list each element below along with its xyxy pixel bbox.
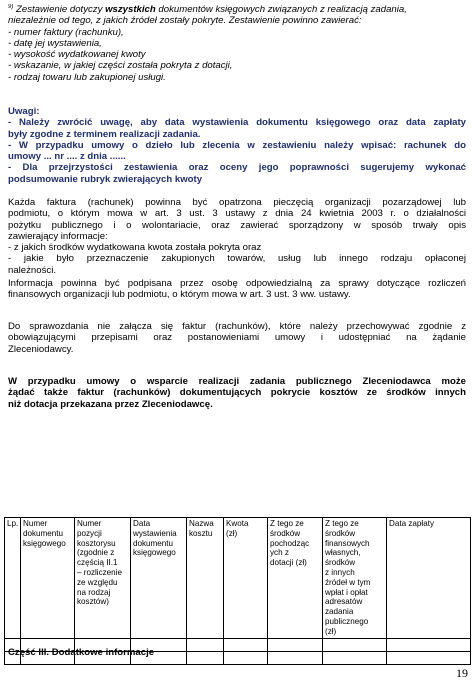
table-header-cell: Data zapłaty <box>387 518 471 639</box>
wsparcie-line: niż dotacja przekazana przez Zleceniodawcę. <box>8 398 213 410</box>
table-cell <box>187 651 224 664</box>
page-number: 19 <box>456 666 468 680</box>
footnote-line: - datę jej wystawienia, <box>8 37 102 49</box>
informacja-line: Informacja powinna być podpisana przez osobę odpowiedzialną za sprawy dotyczące rozliczeń <box>8 278 466 289</box>
sprawozdanie-line: obowiązującymi przepisami oraz postanowieniami umowy i udostępniać na żądanie <box>8 332 466 344</box>
footnote-marker: 9) <box>8 4 14 10</box>
sprawozdanie-paragraph <box>8 321 466 355</box>
uwagi-line: podsumowanie rubryk zwierających kwoty <box>8 173 203 185</box>
informacja-paragraph <box>8 278 466 301</box>
faktura-line: pożytku publicznego i o wolontariacie, oraz zawierać sporządzony w sposób trwały opis <box>8 219 466 231</box>
uwagi-line: były zgodne z terminem realizacji zadania. <box>8 128 201 140</box>
footnote-text-start: Zestawienie dotyczy <box>13 4 106 15</box>
uwagi-line: - Dla przejrzystości zestawienia oraz oceny jego poprawności sugerujemy wykonać <box>8 162 466 174</box>
table-header-cell: Nazwa kosztu <box>187 518 224 639</box>
sprawozdanie-line: Do sprawozdania nie załącza się faktur (rachunków), które należy przechowywać zgodnie z <box>8 321 466 332</box>
table-cell <box>268 638 323 651</box>
faktura-paragraph <box>8 197 466 276</box>
footnote-line: niezależnie od tego, z jakich źródeł zostały pokryte. Zestawienie powinno zawierać: <box>8 15 362 27</box>
table-cell <box>387 651 471 664</box>
table-header-cell: Numer pozycji kosztorysu (zgodnie z częścią II.1 – rozliczenie ze względu na rodzaj kosztów) <box>75 518 131 639</box>
table-cell <box>224 638 268 651</box>
faktura-line: zawierający informacje: <box>8 230 108 242</box>
table-cell <box>224 651 268 664</box>
footnote-text-emphasis: wszystkich <box>105 4 156 15</box>
faktura-line: Każda faktura (rachunek) powinna być opatrzona pieczęcią organizacji pozarządowej lub <box>8 197 466 208</box>
faktura-line: podmiotu, o którym mowa w art. 3 ust. 3 ustawy z dnia 24 kwietnia 2003 r. o działalności <box>8 208 466 220</box>
faktura-line: należności. <box>8 264 56 276</box>
uwagi-line: - W przypadku umowy o dzieło lub zlecenia w zestawieniu należy wpisać: rachunek do <box>8 139 466 151</box>
uwagi-line: - Należy zwrócić uwagę, aby data wystawienia dokumentu księgowego oraz data zapłaty <box>8 117 466 129</box>
expense-table <box>4 517 471 665</box>
table-cell <box>268 651 323 664</box>
informacja-line: finansowych organizacji lub podmiotu, o którym mowa w art. 3 ust. 3 ww. ustawy. <box>8 289 351 301</box>
table-header-cell: Data wystawienia dokumentu księgowego <box>131 518 187 639</box>
footnote-paragraph <box>8 4 466 83</box>
uwagi-heading: Uwagi: <box>8 106 40 117</box>
table-header-cell: Z tego ze środków pochodząc ych z dotacji (zł) <box>268 518 323 639</box>
footnote-text-end: dokumentów księgowych związanych z realizacją zadania, <box>155 4 407 15</box>
faktura-line: - jakie było przeznaczenie zakupionych towarów, usług lub innego rodzaju opłaconej <box>8 253 466 265</box>
sprawozdanie-line: Zleceniodawcy. <box>8 343 74 355</box>
table-header-cell: Lp. <box>5 518 21 639</box>
table-cell <box>323 651 387 664</box>
table-header-row <box>5 518 471 639</box>
wsparcie-line: W przypadku umowy o wsparcie realizacji zadania publicznego Zleceniodawca może <box>8 376 466 387</box>
uwagi-line: umowy ... nr .... z dnia ...... <box>8 151 126 163</box>
footnote-line: - wysokość wydatkowanej kwoty <box>8 49 146 61</box>
table-header-cell: Numer dokumentu księgowego <box>21 518 75 639</box>
table-header-cell: Z tego ze środków finansowych własnych, środków z innych źródeł w tym wpłat i opłat adresatów zadania publicznego (zł) <box>323 518 387 639</box>
table-cell <box>187 638 224 651</box>
table-cell <box>323 638 387 651</box>
wsparcie-line: żądać także faktur (rachunków) dokumentujących pokrycie kosztów ze środków innych <box>8 387 466 399</box>
wsparcie-paragraph <box>8 376 466 410</box>
footnote-line: - rodzaj towaru lub zakupionej usługi. <box>8 71 166 83</box>
faktura-line: - z jakich środków wydatkowana kwota została pokryta oraz <box>8 242 262 254</box>
footnote-line: - wskazanie, w jakiej części została pokryta z dotacji, <box>8 60 233 72</box>
table-cell <box>387 638 471 651</box>
footnote-line: - numer faktury (rachunku), <box>8 26 124 38</box>
uwagi-notes <box>8 106 466 185</box>
table-header-cell: Kwota (zł) <box>224 518 268 639</box>
section-3-title: Część III. Dodatkowe informacje <box>8 647 155 658</box>
